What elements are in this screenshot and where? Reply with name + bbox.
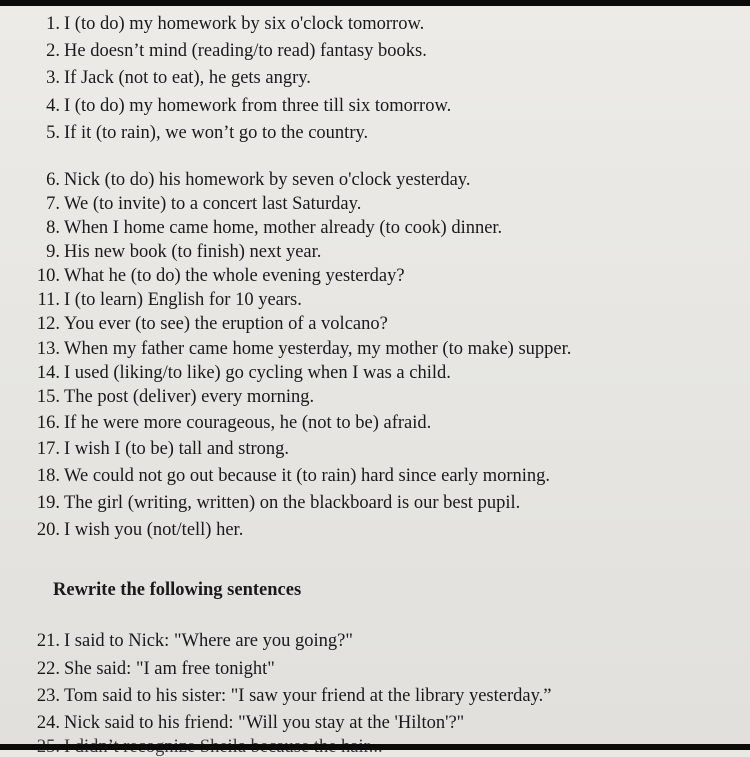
list-item: 3. If Jack (not to eat), he gets angry. (46, 68, 311, 88)
list-item: 15. The post (deliver) every morning. (36, 387, 315, 407)
bottom-frame-border (0, 744, 750, 750)
worksheet-page (0, 6, 750, 744)
list-item: 9. His new book (to finish) next year. (46, 242, 322, 262)
list-item: 7. We (to invite) to a concert last Saturday. (46, 194, 362, 214)
list-item: 5. If it (to rain), we won’t go to the country. (46, 123, 369, 143)
list-item: 18. We could not go out because it (to rain) hard since early morning. (36, 466, 551, 486)
list-item: 4. I (to do) my homework from three till six tomorrow. (46, 96, 452, 116)
list-item: 1. I (to do) my homework by six o'clock tomorrow. (46, 14, 425, 34)
section-heading: Rewrite the following sentences (53, 580, 302, 600)
list-item: 10. What he (to do) the whole evening yesterday? (36, 266, 405, 286)
list-item: 8. When I home came home, mother already (to cook) dinner. (46, 218, 503, 238)
list-item: 22. She said: "I am free tonight" (36, 659, 275, 679)
list-item: 2. He doesn’t mind (reading/to read) fantasy books. (46, 41, 427, 61)
list-item: 6. Nick (to do) his homework by seven o'clock yesterday. (46, 170, 471, 190)
list-item: 13. When my father came home yesterday, my mother (to make) supper. (36, 339, 572, 359)
list-item: 17. I wish I (to be) tall and strong. (36, 439, 290, 459)
list-item: 14. I used (liking/to like) go cycling when I was a child. (36, 363, 451, 383)
list-item: 16. If he were more courageous, he (not to be) afraid. (36, 413, 432, 433)
list-item: 11. I (to learn) English for 10 years. (37, 290, 302, 310)
list-item: 20. I wish you (not/tell) her. (36, 520, 244, 540)
list-item: 23. Tom said to his sister: "I saw your friend at the library yesterday.” (36, 686, 552, 706)
list-item: 24. Nick said to his friend: "Will you stay at the 'Hilton'?" (36, 713, 465, 733)
list-item: 19. The girl (writing, written) on the blackboard is our best pupil. (36, 493, 521, 513)
list-item: 12. You ever (to see) the eruption of a volcano? (36, 314, 388, 334)
list-item: 21. I said to Nick: "Where are you going?" (36, 631, 353, 651)
